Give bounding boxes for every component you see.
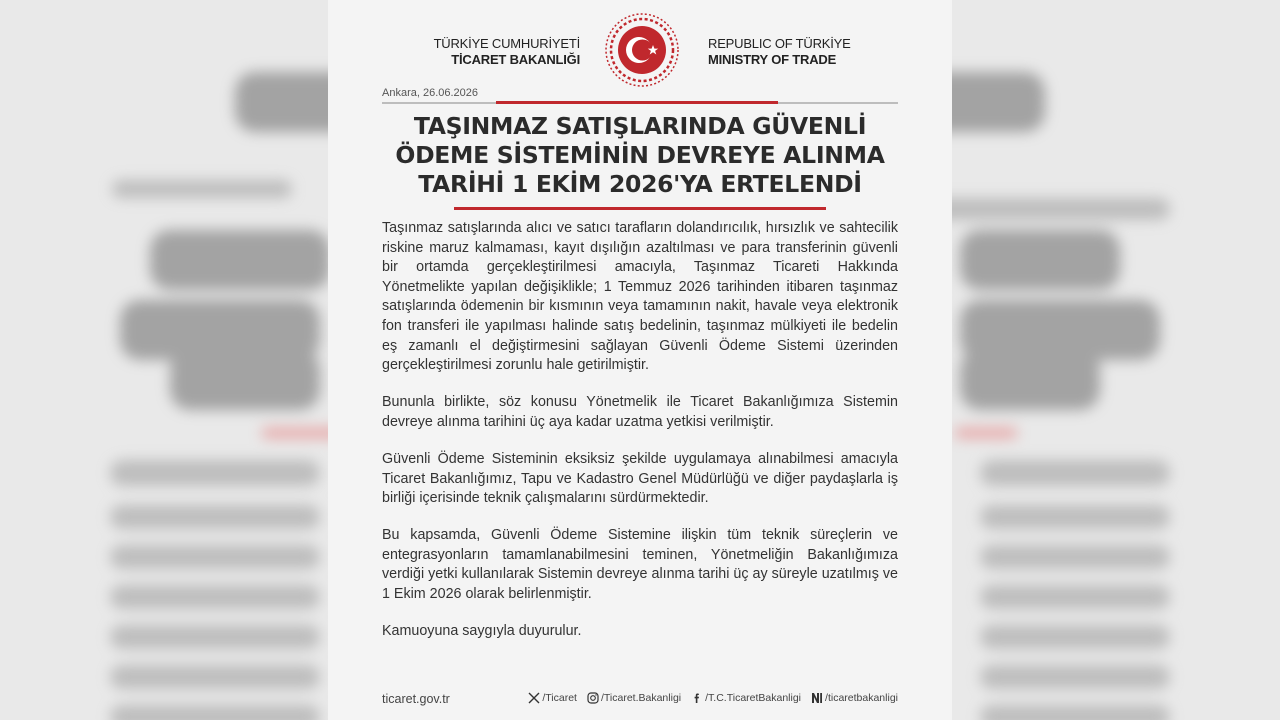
headline-line-3: TARİHİ 1 EKİM 2026'YA ERTELENDİ <box>418 170 862 198</box>
header-left-line2: TİCARET BAKANLIĞI <box>451 52 580 67</box>
header-right-line1: REPUBLIC OF TÜRKİYE <box>708 36 851 51</box>
facebook-icon <box>691 692 703 704</box>
nsosyal-icon <box>811 692 823 704</box>
top-divider-accent <box>496 101 778 104</box>
headline <box>382 112 898 199</box>
social-links <box>528 692 898 704</box>
header-left-text <box>434 36 580 68</box>
closing-line: Kamuoyuna saygıyla duyurulur. <box>382 623 582 640</box>
headline-divider <box>454 207 826 210</box>
paragraph-2: Bununla birlikte, söz konusu Yönetmelik ile Ticaret Bakanlığımıza Sistemin devreye alınma tarihini üç aya kadar uzatma yetkisi verilmiştir. <box>382 394 898 430</box>
website-link[interactable]: ticaret.gov.tr <box>382 692 450 706</box>
instagram-icon <box>587 692 599 704</box>
x-icon <box>528 692 540 704</box>
header-right-line2: MINISTRY OF TRADE <box>708 52 837 67</box>
social-nsosyal[interactable] <box>811 692 898 704</box>
header-left-line1: TÜRKİYE CUMHURİYETİ <box>433 36 580 51</box>
social-instagram-handle: /Ticaret.Bakanligi <box>600 692 682 704</box>
social-instagram[interactable] <box>587 692 681 704</box>
paragraph-1: Taşınmaz satışlarında alıcı ve satıcı tarafların dolandırıcılık, hırsızlık ve sahtecilik riskine maruz kalmaması, kayıt dışılığın azaltılması ve para transferinin güvenli bir ortamda gerçekleştirilmesi amacıyla, Taşınmaz Ticareti Hakkında Yönetmelikte yapılan değişiklikle; 1 Temmuz 2026 tarihinden itibaren taşınmaz satışlarında ödemenin bir kısmının veya tamamının nakit, havale veya elektronik fon transferi ile yapılması halinde satış bedelinin, taşınmaz mülkiyeti ile bedelin eş zamanlı el değiştirmesini sağlayan Güvenli Ödeme Sistemi üzerinden gerçekleştirilmesi zorunlu hale getirilmiştir. <box>382 220 898 374</box>
ministry-header <box>328 12 952 88</box>
social-facebook[interactable] <box>691 692 801 704</box>
press-release-sheet <box>328 0 952 720</box>
ministry-seal-icon <box>604 12 680 88</box>
social-x-handle: /Ticaret <box>542 692 577 704</box>
paragraph-4: Bu kapsamda, Güvenli Ödeme Sistemine ilişkin tüm teknik süreçlerin ve entegrasyonların tamamlanabilmesini teminen, Yönetmeliğin Bakanlığımıza verdiği yetki kullanılarak Sistemin devreye alınma tarihi üç ay süreyle uzatılmış ve 1 Ekim 2026 olarak belirlenmiştir. <box>382 527 898 602</box>
social-nsosyal-handle: /ticaretbakanligi <box>825 692 898 704</box>
release-body <box>382 219 898 659</box>
paragraph-3: Güvenli Ödeme Sisteminin eksiksiz şekilde uygulamaya alınabilmesi amacıyla Ticaret Bakanlığımız, Tapu ve Kadastro Genel Müdürlüğü ve diğer paydaşlarla iş birliği içerisinde teknik çalışmalarını sürdürmektedir. <box>382 450 898 507</box>
headline-line-1: TAŞINMAZ SATIŞLARINDA GÜVENLİ <box>413 112 867 140</box>
headline-line-2: ÖDEME SİSTEMİNİN DEVREYE ALINMA <box>395 141 885 169</box>
footer <box>382 690 898 710</box>
social-facebook-handle: /T.C.TicaretBakanligi <box>705 692 802 704</box>
header-right-text <box>708 36 851 68</box>
release-date: Ankara, 26.06.2026 <box>382 87 479 99</box>
social-x[interactable] <box>528 692 577 704</box>
